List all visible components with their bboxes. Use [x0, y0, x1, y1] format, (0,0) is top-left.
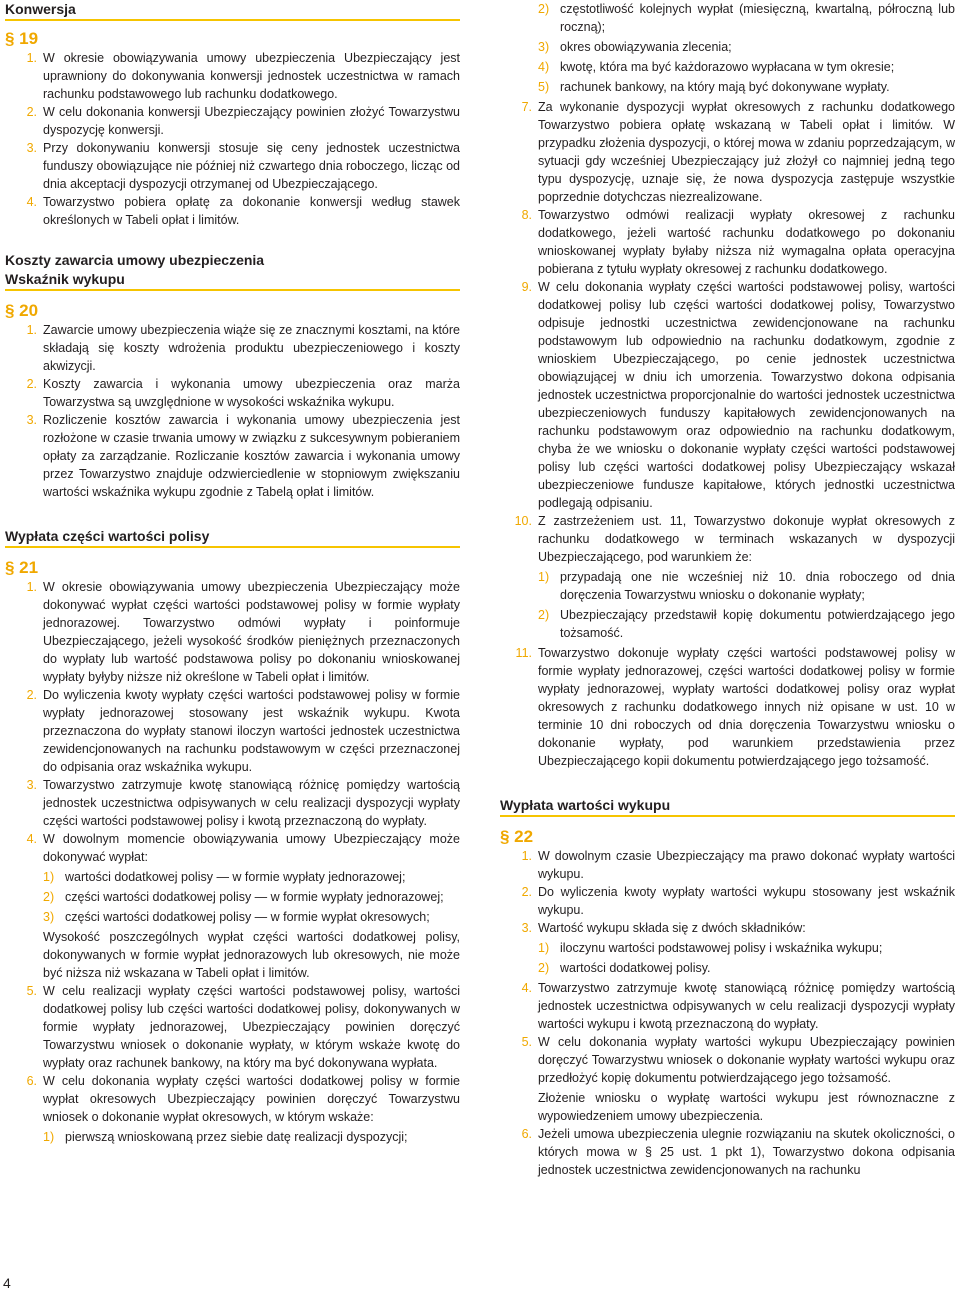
list-item	[5, 830, 460, 982]
list-item	[5, 982, 460, 1072]
item-paragraph: Złożenie wniosku o wypłatę wartości wykupu jest równoznaczne z wypowiedzeniem umowy ubezpieczenia.	[538, 1091, 955, 1123]
section-22: § 22	[500, 827, 534, 846]
sub-number: 1)	[538, 570, 550, 584]
sub-text: pierwszą wnioskowaną przez siebie datę realizacji dyspozycji;	[65, 1130, 408, 1144]
item-text: Towarzystwo odmówi realizacji wypłaty okresowej z rachunku dodatkowego, jeżeli wartość rachunku dodatkowego po dokonaniu wnioskowanej wypłaty byłaby niższa niż wymagalna opłata operacyjna pobierana z tytułu wypłaty okresowej z rachunku dodatkowego.	[538, 208, 955, 276]
item-text: Towarzystwo pobiera opłatę za dokonanie konwersji według stawek określonych w Tabeli opłat i limitów.	[43, 195, 460, 227]
sub-item	[538, 58, 955, 76]
item-text: Towarzystwo zatrzymuje kwotę stanowiącą różnicę pomiędzy wartością jednostek uczestnictwa odpisywanych w celu realizacji dyspozycji wypłaty części wartości podstawowej polisy i kwotą przeznaczoną do wypłaty.	[43, 778, 460, 828]
item-text: Do wyliczenia kwoty wypłaty wartości wykupu stosowany jest wskaźnik wykupu.	[538, 885, 955, 917]
sub-text: iloczynu wartości podstawowej polisy i wskaźnika wykupu;	[560, 941, 883, 955]
item-number: 11.	[515, 646, 532, 660]
item-text: Do wyliczenia kwoty wypłaty części wartości podstawowej polisy w formie wypłaty jednorazowej stosowany jest wskaźnik wykupu. Kwota przeznaczona do wypłaty stanowi iloczyn wartości jednostek uczestnictwa zewidencjonowanych na rachunku podstawowym w części przeznaczonej do odpisania oraz wskaźnika wykupu.	[43, 688, 460, 774]
sub-item	[43, 888, 460, 906]
sub-item	[538, 568, 955, 604]
item-text: W celu dokonania wypłaty części wartości dodatkowej polisy w formie wypłat okresowych Ubezpieczający powinien doręczyć Towarzystwu wniosek o dokonanie wypłat okresowych, w którym wskaże:	[43, 1074, 460, 1124]
section-20: § 20	[5, 301, 39, 320]
sub-number: 3)	[538, 40, 550, 54]
item-number: 6.	[521, 1127, 532, 1141]
item-number: 1.	[521, 849, 532, 863]
sub-number: 3)	[43, 910, 55, 924]
item-text: W celu dokonania wypłaty wartości wykupu Ubezpieczający powinien doręczyć Towarzystwu wniosek o dokonanie wypłaty wartości wykupu oraz przedłożyć kopię dokumentu potwierdzającego jego tożsamość.	[538, 1035, 955, 1085]
sub-number: 2)	[538, 2, 550, 16]
item-number: 6.	[26, 1074, 37, 1088]
sub-item	[538, 959, 955, 977]
sub-item	[43, 868, 460, 886]
sub-number: 2)	[43, 890, 55, 904]
sub-text: wartości dodatkowej polisy — w formie wypłaty jednorazowej;	[65, 870, 406, 884]
list-item	[500, 1125, 955, 1179]
item-number: 2.	[521, 885, 532, 899]
sub-text: okres obowiązywania zlecenia;	[560, 40, 732, 54]
item-number: 2.	[26, 688, 37, 702]
item-number: 3.	[26, 141, 37, 155]
list-item	[500, 883, 955, 919]
sub-text: części wartości dodatkowej polisy — w formie wypłaty jednorazowej;	[65, 890, 444, 904]
item-number: 3.	[26, 413, 37, 427]
wykup-list	[500, 847, 955, 1179]
sub-text: częstotliwość kolejnych wypłat (miesięczną, kwartalną, półroczną lub roczną);	[560, 2, 955, 34]
sub-number: 1)	[538, 941, 550, 955]
item-text: Przy dokonywaniu konwersji stosuje się ceny jednostek uczestnictwa funduszy obowiązujące nie później niż czwartego dnia roboczego, licząc od dnia akceptacji dyspozycji otrzymanej od Ubezpieczającego.	[43, 141, 460, 191]
list-item	[500, 847, 955, 883]
item-number: 7.	[521, 100, 532, 114]
sub-item	[43, 908, 460, 926]
list-item	[500, 206, 955, 278]
sub-text: rachunek bankowy, na który mają być dokonywane wypłaty.	[560, 80, 890, 94]
list-item	[500, 919, 955, 977]
item-paragraph: Wysokość poszczególnych wypłat części wartości dodatkowej polisy, dokonywanych w formie wypłat jednorazowych lub okresowych, nie może być niższa niż wskazana w Tabeli opłat i limitów.	[43, 930, 460, 980]
list-item	[500, 979, 955, 1033]
item-number: 1.	[26, 323, 37, 337]
sub-item	[43, 1128, 460, 1146]
list-item	[5, 139, 460, 193]
list-item	[5, 321, 460, 375]
item-number: 1.	[26, 580, 37, 594]
list-item	[5, 375, 460, 411]
right-column	[500, 0, 955, 1179]
list-item	[500, 1033, 955, 1125]
sub-item	[538, 78, 955, 96]
item-text: W dowolnym momencie obowiązywania umowy Ubezpieczający może dokonywać wypłat:	[43, 832, 460, 864]
sub-text: przypadają one nie wcześniej niż 10. dnia roboczego od dnia doręczenia Towarzystwu wniosku o dokonanie wypłaty;	[560, 570, 955, 602]
item-text: W okresie obowiązywania umowy ubezpieczenia Ubezpieczający może dokonywać wypłat części wartości podstawowej polisy w formie wypłaty jednorazowej. Towarzystwo odmówi wypłaty i poinformuje Ubezpieczającego, jeżeli wysokość środków pieniężnych przeznaczonych do wypłaty lub wartość podstawowa polisy po dokonaniu wnioskowanej wypłaty byłyby niższe niż określone w Tabeli opłat i limitów.	[43, 580, 460, 684]
item-number: 1.	[26, 51, 37, 65]
heading-wyplata-czesci: Wypłata części wartości polisy	[5, 527, 460, 548]
sub-text: kwotę, która ma być każdorazowo wypłacana w tym okresie;	[560, 60, 895, 74]
list-item	[5, 686, 460, 776]
section-19: § 19	[5, 29, 39, 48]
item-number: 10.	[514, 514, 532, 528]
heading-koszty-line2: Wskaźnik wykupu	[5, 271, 125, 287]
sub-item	[538, 939, 955, 957]
item-number: 3.	[521, 921, 532, 935]
item-number: 4.	[26, 195, 37, 209]
list-item	[5, 103, 460, 139]
heading-konwersja: Konwersja	[5, 0, 460, 21]
list-item	[5, 49, 460, 103]
sub-number: 5)	[538, 80, 550, 94]
page-number: 4	[3, 1275, 11, 1291]
sub-item	[538, 606, 955, 642]
item-number: 4.	[521, 981, 532, 995]
list-item	[500, 98, 955, 206]
heading-koszty-line1: Koszty zawarcia umowy ubezpieczenia	[5, 252, 265, 268]
list-item	[5, 1072, 460, 1146]
sub-text: części wartości dodatkowej polisy — w formie wypłat okresowych;	[65, 910, 430, 924]
item-text: Koszty zawarcia i wykonania umowy ubezpieczenia oraz marża Towarzystwa są uwzględnione w wysokości wskaźnika wykupu.	[43, 377, 460, 409]
left-column	[5, 0, 460, 1148]
item-number: 8.	[521, 208, 532, 222]
item-text: W dowolnym czasie Ubezpieczający ma prawo dokonać wypłaty wartości wykupu.	[538, 849, 955, 881]
list-item	[5, 193, 460, 229]
item-text: Jeżeli umowa ubezpieczenia ulegnie rozwiązaniu na skutek okoliczności, o których mowa w § 25 ust. 1 pkt 1), Towarzystwo dokona odpisania jednostek uczestnictwa zewidencjonowanych na rachunku	[538, 1127, 955, 1177]
item-number: 2.	[26, 105, 37, 119]
list-item	[5, 776, 460, 830]
sub-text: Ubezpieczający przedstawił kopię dokumentu potwierdzającego jego tożsamość.	[560, 608, 955, 640]
konwersja-list	[5, 49, 460, 229]
list-item	[500, 512, 955, 642]
heading-wykup: Wypłata wartości wykupu	[500, 796, 955, 817]
list-item	[5, 411, 460, 501]
item-text: Towarzystwo dokonuje wypłaty części wartości podstawowej polisy w formie wypłaty jednorazowej, części wartości dodatkowej polisy w formie wypłaty jednorazowej, wypłaty wartości dodatkowej polisy oraz wypłat okresowych z rachunku dodatkowego innych niż opisane w ust. 10 w terminie 10 dni roboczych od dnia doręczenia Towarzystwu wniosku o dokonanie wypłaty, pod warunkiem przedstawienia przez Ubezpieczającego kopii dokumentu potwierdzającego jego tożsamość.	[538, 646, 955, 768]
item-number: 2.	[26, 377, 37, 391]
item-text: Wartość wykupu składa się z dwóch składników:	[538, 921, 806, 935]
sub-item	[538, 38, 955, 56]
sub-item	[538, 0, 955, 36]
koszty-list	[5, 321, 460, 501]
sub-number: 2)	[538, 608, 550, 622]
section-21: § 21	[5, 558, 39, 577]
sub-text: wartości dodatkowej polisy.	[560, 961, 711, 975]
item-text: W celu dokonania wypłaty części wartości podstawowej polisy, wartości dodatkowej polisy lub części wartości dodatkowej polisy, Towarzystwo odpisuje jednostki uczestnictwa zewidencjonowane na rachunku podstawowym lub odpowiednio na rachunku dodatkowym, zgodnie z wnioskiem Ubezpieczającego, po cenie jednostek uczestnictwa obowiązującej w dniu ich umorzenia. Towarzystwo dokona odpisania jednostek uczestnictwa proporcjonalnie do wartości jednostek uczestnictwa ubezpieczeniowych funduszy kapitałowych zewidencjonowanych na rachunku podstawowym oraz odpowiednio na rachunku dodatkowym, chyba że we wniosku o dokonanie wypłaty części wartości podstawowej polisy lub części wartości dodatkowej polisy Ubezpieczający wskazał ubezpieczeniowe fundusze kapitałowe, których jednostki uczestnictwa podlegają odpisaniu.	[538, 280, 955, 510]
item-text: Towarzystwo zatrzymuje kwotę stanowiącą różnicę pomiędzy wartością jednostek uczestnictwa odpisywanych w celu realizacji dyspozycji wypłaty wartości wykupu i kwotą przeznaczoną do wypłaty.	[538, 981, 955, 1031]
item-number: 5.	[26, 984, 37, 998]
item-number: 5.	[521, 1035, 532, 1049]
list-item	[500, 644, 955, 770]
item-text: W okresie obowiązywania umowy ubezpieczenia Ubezpieczający jest uprawniony do dokonywania konwersji jednostek uczestnictwa w ramach rachunku podstawowego lub rachunku dodatkowego.	[43, 51, 460, 101]
heading-koszty	[5, 251, 460, 291]
list-item-continued	[500, 0, 955, 96]
item-text: Zawarcie umowy ubezpieczenia wiąże się ze znacznymi kosztami, na które składają się koszty wdrożenia produktu ubezpieczeniowego i koszty akwizycji.	[43, 323, 460, 373]
sub-number: 1)	[43, 1130, 55, 1144]
item-text: W celu dokonania konwersji Ubezpieczający powinien złożyć Towarzystwu dyspozycję konwersji.	[43, 105, 460, 137]
sub-number: 4)	[538, 60, 550, 74]
wyplata-czesci-list-cont	[500, 0, 955, 770]
item-number: 4.	[26, 832, 37, 846]
item-text: Za wykonanie dyspozycji wypłat okresowych z rachunku dodatkowego Towarzystwo pobiera opłatę wskazaną w Tabeli opłat i limitów. W przypadku złożenia dyspozycji, o której mowa w zdaniu poprzedzającym, w sytuacji gdy wcześniej Ubezpieczający już złożył co najmniej jedną tego typu dyspozycję, uznaje się, że nowa dyspozycja zastępuje wszystkie poprzednie dotychczas niezrealizowane.	[538, 100, 955, 204]
item-text: Rozliczenie kosztów zawarcia i wykonania umowy ubezpieczenia jest rozłożone w czasie trwania umowy w związku z sukcesywnym pobieraniem opłaty za zarządzanie. Rozliczanie kosztów zawarcia i wykonania umowy przez Towarzystwo znajduje odzwierciedlenie w stopniowym zwiększaniu wartości wskaźnika wykupu zgodnie z Tabelą opłat i limitów.	[43, 413, 460, 499]
sub-number: 1)	[43, 870, 55, 884]
item-text: W celu realizacji wypłaty części wartości podstawowej polisy, wartości dodatkowej polisy lub części wartości dodatkowej polisy, dokonywanych w formie wypłaty jednorazowej, Ubezpieczający powinien doręczyć Towarzystwu wniosek o dokonanie wypłaty, w którym wskaże kwotę do wypłaty oraz rachunek bankowy, na który ma być dokonywana wypłata.	[43, 984, 460, 1070]
item-number: 9.	[521, 280, 532, 294]
item-text: Z zastrzeżeniem ust. 11, Towarzystwo dokonuje wypłat okresowych z rachunku dodatkowego w terminach wskazanych w dyspozycji Ubezpieczającego, pod warunkiem że:	[538, 514, 955, 564]
item-number: 3.	[26, 778, 37, 792]
list-item	[5, 578, 460, 686]
wyplata-czesci-list	[5, 578, 460, 1146]
sub-number: 2)	[538, 961, 550, 975]
list-item	[500, 278, 955, 512]
